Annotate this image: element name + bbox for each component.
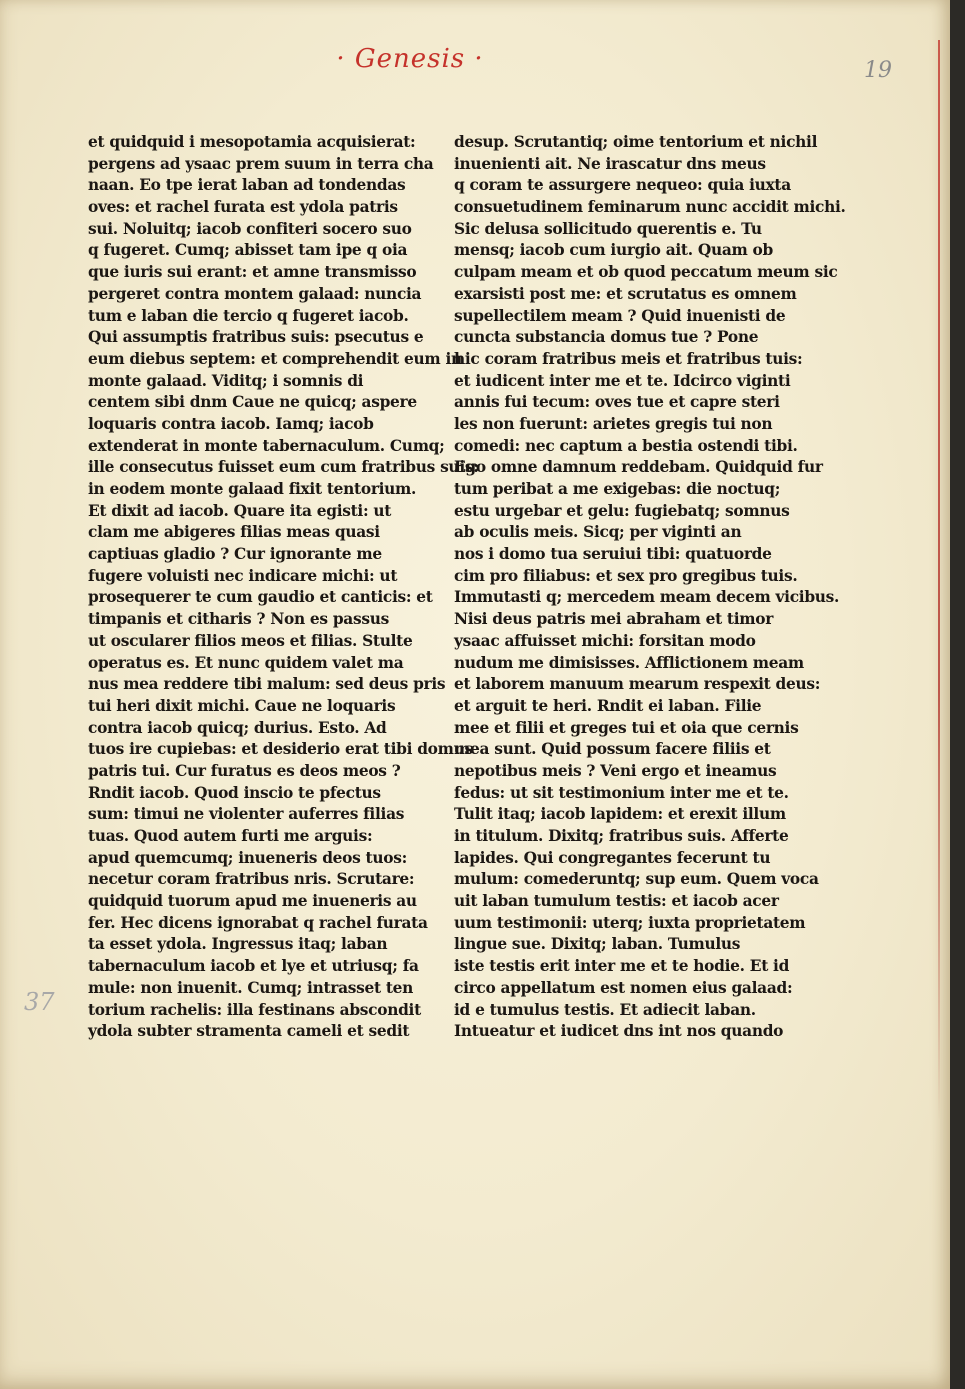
text-line: Sic delusa sollicitudo querentis e. Tu	[454, 219, 762, 238]
text-line: tum peribat a me exigebas: die noctuq;	[454, 480, 781, 498]
text-line: et iudicent inter me et te. Idcirco viginti	[454, 371, 791, 390]
text-line: sum: timui ne violenter auferres filias	[88, 805, 405, 824]
text-line: hic coram fratribus meis et fratribus tuis:	[454, 349, 803, 368]
text-line: Ego omne damnum reddebam. Quidquid fur	[454, 458, 823, 477]
text-line: exarsisti post me: et scrutatus es omnem	[454, 284, 797, 303]
text-line: apud quemcumq; inueneris deos tuos:	[88, 848, 407, 867]
text-line: Immutasti q; mercedem meam decem vicibus.	[454, 588, 840, 607]
text-line: q fugeret. Cumq; abisset tam ipe q oia	[88, 241, 408, 260]
text-line: supellectilem meam ? Quid inuenisti de	[454, 306, 786, 325]
text-line: Nisi deus patris mei abraham et timor	[454, 610, 774, 629]
text-line: mule: non inuenit. Cumq; intrasset ten	[88, 978, 414, 997]
margin-note: 37	[24, 988, 55, 1016]
text-line: inuenienti ait. Ne irascatur dns meus	[454, 154, 766, 173]
text-line: eum diebus septem: et comprehendit eum in	[88, 349, 462, 368]
text-line: Et dixit ad iacob. Quare ita egisti: ut	[88, 501, 392, 520]
text-line: fedus: ut sit testimonium inter me et te.	[454, 783, 789, 802]
text-line: centem sibi dnm Caue ne quicq; aspere	[88, 393, 417, 412]
text-line: Intueatur et iudicet dns int nos quando	[454, 1022, 784, 1041]
text-line: ille consecutus fuisset eum cum fratribus suis:	[88, 458, 479, 477]
text-line: tuas. Quod autem furti me arguis:	[88, 827, 373, 845]
text-line: mea sunt. Quid possum facere filiis et	[454, 740, 771, 759]
text-line: ysaac affuisset michi: forsitan modo	[454, 631, 756, 650]
text-line: que iuris sui erant: et amne transmisso	[88, 263, 417, 282]
text-line: nepotibus meis ? Veni ergo et ineamus	[454, 761, 777, 780]
text-line: lingue sue. Dixitq; laban. Tumulus	[454, 935, 741, 954]
text-line: captiuas gladio ? Cur ignorante me	[88, 545, 382, 564]
text-line: tum e laban die tercio q fugeret iacob.	[88, 306, 409, 325]
text-line: patris tui. Cur furatus es deos meos ?	[88, 761, 401, 780]
text-line: et quidquid i mesopotamia acquisierat:	[88, 133, 416, 151]
text-line: nos i domo tua seruiui tibi: quatuorde	[454, 545, 772, 564]
text-line: nudum me dimisisses. Afflictionem meam	[454, 653, 804, 672]
text-line: desup. Scrutantiq; oime tentorium et nichil	[454, 133, 818, 151]
text-line: in titulum. Dixitq; fratribus suis. Afferte	[454, 827, 789, 845]
text-line: comedi: nec captum a bestia ostendi tibi.	[454, 436, 798, 455]
text-line: tuos ire cupiebas: et desiderio erat tibi domus	[88, 740, 473, 759]
text-line: consuetudinem feminarum nunc accidit michi.	[454, 198, 846, 217]
text-line: pergens ad ysaac prem suum in terra cha	[88, 154, 434, 173]
text-line: estu urgebar et gelu: fugiebatq; somnus	[454, 501, 790, 520]
text-line: extenderat in monte tabernaculum. Cumq;	[88, 436, 445, 455]
text-line: quidquid tuorum apud me inueneris au	[88, 892, 417, 911]
text-line: sui. Noluitq; iacob confiteri socero suo	[88, 219, 412, 238]
text-line: oves: et rachel furata est ydola patris	[88, 198, 398, 217]
text-line: torium rachelis: illa festinans abscondit	[88, 1000, 421, 1019]
text-line: Qui assumptis fratribus suis: psecutus e	[88, 328, 424, 347]
text-line: necetur coram fratribus nris. Scrutare:	[88, 870, 415, 889]
text-line: timpanis et citharis ? Non es passus	[88, 610, 389, 629]
text-line: tabernaculum iacob et lye et utriusq; fa	[88, 957, 419, 976]
text-column-right	[454, 132, 846, 1043]
text-line: pergeret contra montem galaad: nuncia	[88, 284, 422, 303]
text-line: monte galaad. Viditq; i somnis di	[88, 371, 364, 390]
text-line: clam me abigeres filias meas quasi	[88, 523, 380, 542]
text-line: ydola subter stramenta cameli et sedit	[88, 1022, 410, 1041]
text-line: ut oscularer filios meos et filias. Stulte	[88, 631, 413, 650]
text-line: tui heri dixit michi. Caue ne loquaris	[88, 696, 396, 715]
text-line: iste testis erit inter me et te hodie. Et id	[454, 957, 790, 976]
text-line: nus mea reddere tibi malum: sed deus pris	[88, 675, 446, 694]
text-line: les non fuerunt: arietes gregis tui non	[454, 414, 773, 433]
text-line: et arguit te heri. Rndit ei laban. Filie	[454, 696, 762, 715]
text-line: prosequerer te cum gaudio et canticis: et	[88, 588, 433, 607]
folio-number: 19	[864, 58, 892, 83]
text-line: ab oculis meis. Sicq; per viginti an	[454, 523, 742, 542]
text-column-left	[88, 132, 479, 1043]
text-line: in eodem monte galaad fixit tentorium.	[88, 480, 417, 498]
text-line: cim pro filiabus: et sex pro gregibus tuis.	[454, 566, 798, 585]
text-line: lapides. Qui congregantes fecerunt tu	[454, 848, 771, 867]
text-line: id e tumulus testis. Et adiecit laban.	[454, 1000, 756, 1019]
running-head: · Genesis ·	[336, 44, 484, 74]
text-line: fugere voluisti nec indicare michi: ut	[88, 566, 398, 585]
text-line: naan. Eo tpe ierat laban ad tondendas	[88, 176, 406, 195]
text-line: q coram te assurgere nequeo: quia iuxta	[454, 176, 791, 195]
text-line: culpam meam et ob quod peccatum meum sic	[454, 263, 838, 282]
text-line: ta esset ydola. Ingressus itaq; laban	[88, 935, 388, 954]
text-line: uit laban tumulum testis: et iacob acer	[454, 892, 779, 911]
text-line: contra iacob quicq; durius. Esto. Ad	[88, 718, 387, 737]
text-line: et laborem manuum mearum respexit deus:	[454, 675, 821, 694]
text-line: uum testimonii: uterq; iuxta proprietatem	[454, 913, 806, 932]
text-line: mensq; iacob cum iurgio ait. Quam ob	[454, 241, 773, 260]
text-line: Tulit itaq; iacob lapidem: et erexit illum	[454, 805, 786, 824]
text-line: loquaris contra iacob. Iamq; iacob	[88, 414, 374, 433]
text-line: mee et filii et greges tui et oia que cernis	[454, 718, 799, 737]
text-line: Rndit iacob. Quod inscio te pfectus	[88, 783, 381, 802]
text-line: fer. Hec dicens ignorabat q rachel furata	[88, 913, 428, 932]
text-line: circo appellatum est nomen eius galaad:	[454, 978, 793, 997]
text-line: mulum: comederuntq; sup eum. Quem voca	[454, 870, 819, 889]
text-line: operatus es. Et nunc quidem valet ma	[88, 653, 404, 672]
text-line: annis fui tecum: oves tue et capre steri	[454, 393, 780, 412]
text-line: cuncta substancia domus tue ? Pone	[454, 328, 759, 347]
red-margin-rule	[938, 40, 940, 1120]
